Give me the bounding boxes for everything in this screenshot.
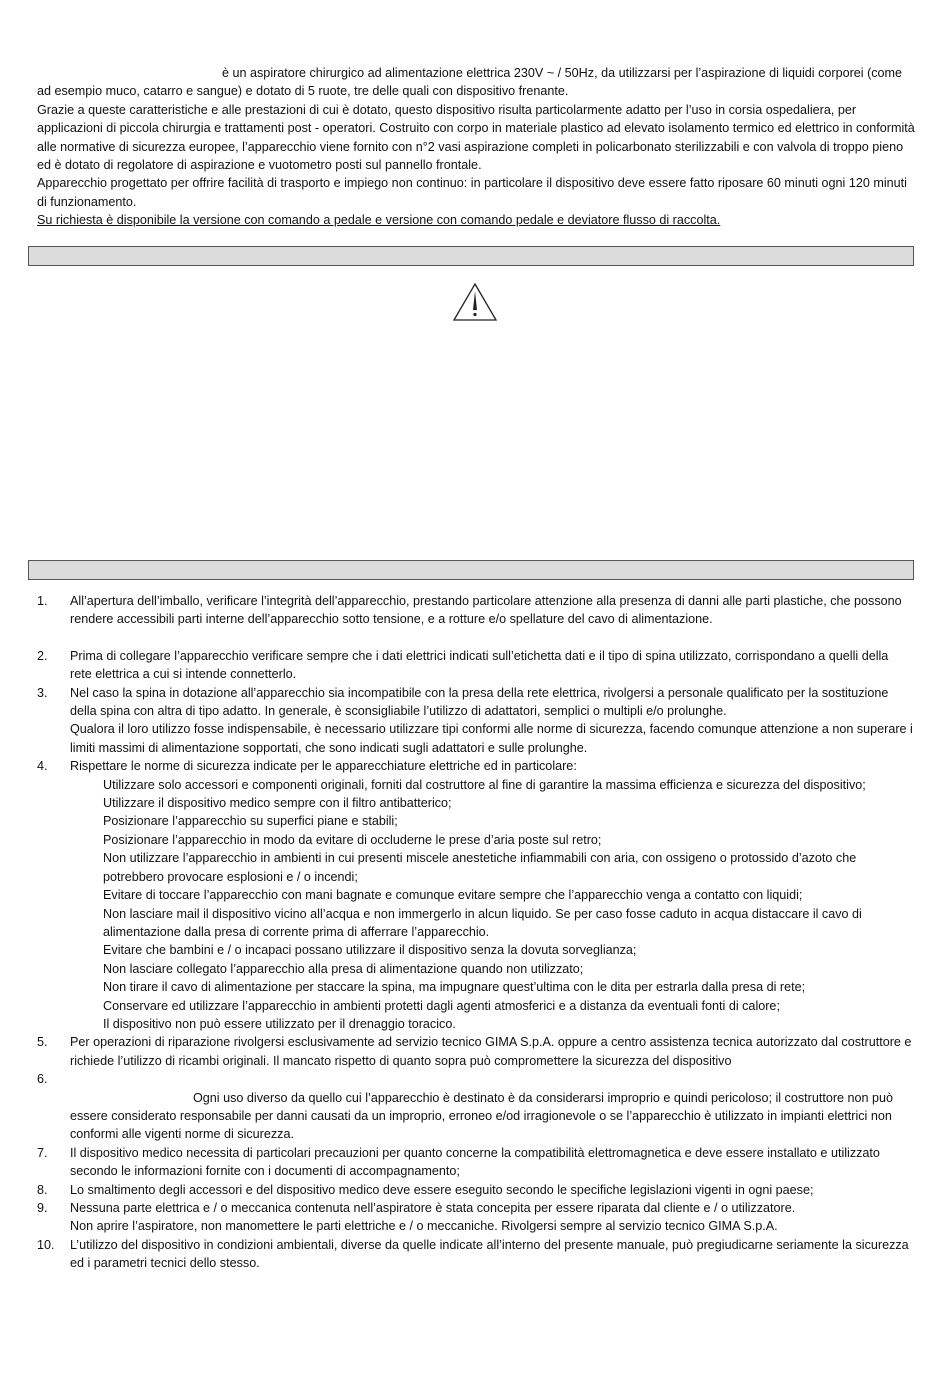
list-number: 8. (37, 1182, 48, 1197)
list-text: Lo smaltimento degli accessori e del dispositivo medico deve essere eseguito secondo le specifiche legislazioni vigenti in ogni paese; (70, 1182, 814, 1197)
list-item (37, 1236, 913, 1273)
sub-list-item: Non utilizzare l’apparecchio in ambienti in cui presenti miscele anestetiche infiammabili con aria, con ossigeno o protossido d’azoto che potrebbero provocare esplosioni e / o incendi; (103, 851, 857, 884)
list-item (37, 592, 913, 629)
list-item (37, 647, 913, 684)
list-text: All’apertura dell’imballo, verificare l’integrità dell’apparecchio, prestando particolare attenzione alla presenza di danni alle parti plastiche, che possono rendere accessibili parti interne dell’apparecchio sotto tensione, e a rotture e/o spellature del cavo di alimentazione. (70, 594, 902, 627)
sub-list-item: Posizionare l’apparecchio in modo da evitare di occluderne le prese d’aria poste sul retro; (103, 832, 602, 847)
list-number: 2. (37, 648, 48, 663)
intro-paragraph-3: Apparecchio progettato per offrire facilità di trasporto e impiego non continuo: in particolare il dispositivo deve essere fatto riposare 60 minuti ogni 120 minuti di funzionamento. (37, 176, 907, 209)
list-item (37, 1181, 913, 1199)
sub-list-item: Evitare che bambini e / o incapaci possano utilizzare il dispositivo senza la dovuta sorveglianza; (103, 943, 637, 958)
list-number: 3. (37, 685, 48, 700)
list-item (37, 1199, 913, 1236)
sub-list-item: Non lasciare mail il dispositivo vicino all’acqua e non immergerlo in alcun liquido. Se per caso fosse caduto in acqua distaccare il cavo di alimentazione dalla presa di corrente prima di afferrare l’apparecchio. (103, 906, 862, 939)
list-number: 4. (37, 759, 48, 774)
section-header-bar-1 (28, 246, 914, 266)
list-text: Ogni uso diverso da quello cui l’apparecchio è destinato è da considerarsi improprio e quindi pericoloso; il costruttore non può essere considerato responsabile per danni causati da un improprio, erroneo e/od irragionevole o se l’apparecchio è utilizzato in impianti elettrici non conformi alle vigenti norme di sicurezza. (70, 1090, 894, 1142)
sub-list-item: Evitare di toccare l’apparecchio con mani bagnate e comunque evitare sempre che l’apparecchio venga a contatto con liquidi; (103, 888, 803, 903)
list-item (37, 1144, 913, 1181)
list-number: 10. (37, 1237, 55, 1252)
sub-list (70, 776, 913, 1034)
sub-list-item: Posizionare l’apparecchio su superfici piane e stabili; (103, 814, 398, 829)
list-text: Rispettare le norme di sicurezza indicate per le apparecchiature elettriche ed in particolare: (70, 759, 577, 774)
list-number: 5. (37, 1035, 48, 1050)
list-text: Qualora il loro utilizzo fosse indispensabile, è necessario utilizzare tipi conformi alle norme di sicurezza, facendo comunque attenzione a non superare i limiti massimi di alimentazione sopportati, che sono indicati sugli adattatori e sulle prolunghe. (70, 722, 913, 755)
list-item (37, 684, 913, 758)
sub-list-item: Il dispositivo non può essere utilizzato per il drenaggio toracico. (103, 1016, 456, 1031)
list-text: Nel caso la spina in dotazione all’apparecchio sia incompatibile con la presa della rete elettrica, rivolgersi a personale qualificato per la sostituzione della spina con altra di tipo adatto. In generale, è sconsigliabile l’utilizzo di adattatori, semplici o multipli e/o prolunghe. (70, 685, 889, 719)
section-header-bar-2 (28, 560, 914, 580)
list-text: Prima di collegare l’apparecchio verificare sempre che i dati elettrici indicati sull’etichetta dati e il tipo di spina utilizzato, corrispondano a quelli della rete elettrica a cui si intende connetterlo. (70, 648, 889, 682)
warning-triangle-icon (452, 282, 498, 322)
intro-section (37, 64, 917, 230)
list-number: 7. (37, 1145, 48, 1160)
intro-paragraph-4: Su richiesta è disponibile la versione con comando a pedale e versione con comando pedale e deviatore flusso di raccolta. (37, 213, 721, 228)
list-number: 1. (37, 594, 48, 608)
intro-paragraph-1: è un aspiratore chirurgico ad alimentazione elettrica 230V ~ / 50Hz, da utilizzarsi per l’aspirazione di liquidi corporei (come ad esempio muco, catarro e sangue) e dotato di 5 ruote, tre delle quali con dispositivo frenante. (37, 66, 903, 99)
sub-list-item: Utilizzare il dispositivo medico sempre con il filtro antibatterico; (103, 796, 452, 811)
list-text: Non aprire l’aspiratore, non manomettere le parti elettriche e / o meccaniche. Rivolgersi sempre al servizio tecnico GIMA S.p.A. (70, 1219, 778, 1234)
sub-list-item: Conservare ed utilizzare l’apparecchio in ambienti protetti dagli agenti atmosferici e a distanza da eventuali fonti di calore; (103, 998, 780, 1013)
sub-list-item: Utilizzare solo accessori e componenti originali, forniti dal costruttore al fine di garantire la massima efficienza e sicurezza del dispositivo; (103, 777, 866, 792)
list-text: Per operazioni di riparazione rivolgersi esclusivamente ad servizio tecnico GIMA S.p.A. oppure a centro assistenza tecnica autorizzato dal costruttore e richiede l’utilizzo di ricambi originali. Il mancato rispetto di quanto sopra può compromettere la sicurezza del dispositivo (70, 1035, 912, 1068)
safety-list (37, 592, 913, 1273)
list-text: Il dispositivo medico necessita di particolari precauzioni per quanto concerne la compatibilità elettromagnetica e deve essere installato e utilizzato secondo le informazioni fornite con i documenti di accompagnamento; (70, 1145, 880, 1179)
list-item (37, 757, 913, 1033)
intro-paragraph-2: Grazie a queste caratteristiche e alle prestazioni di cui è dotato, questo dispositivo risulta particolarmente adatto per l’uso in corsia ospedaliera, per applicazioni di piccola chirurgia e trattamenti post - operatori. Costruito con corpo in materiale plastico ad elevato isolamento termico ed elettrico in conformità alle normative di sicurezza europee, l’apparecchio viene fornito con n°2 vasi aspirazione completi in policarbonato sterilizzabili e con valvola di troppo pieno ed è dotato di regolatore di aspirazione e vuotometro posti sul pannello frontale. (37, 102, 915, 173)
list-item (37, 1033, 913, 1070)
list-number: 9. (37, 1200, 48, 1215)
sub-list-item: Non tirare il cavo di alimentazione per staccare la spina, ma impugnare quest’ultima con le dita per estrarla dalla presa di rete; (103, 980, 806, 995)
list-text: L’utilizzo del dispositivo in condizioni ambientali, diverse da quelle indicate all’interno del presente manuale, può pregiudicarne seriamente la sicurezza ed i parametri tecnici dello stesso. (70, 1237, 909, 1271)
list-number: 6. (37, 1072, 48, 1087)
blank-line (70, 1070, 913, 1088)
list-item (37, 1070, 913, 1144)
list-text: Nessuna parte elettrica e / o meccanica contenuta nell’aspiratore è stata concepita per essere riparata dal cliente e / o utilizzatore. (70, 1200, 796, 1215)
sub-list-item: Non lasciare collegato l’apparecchio alla presa di alimentazione quando non utilizzato; (103, 961, 584, 976)
